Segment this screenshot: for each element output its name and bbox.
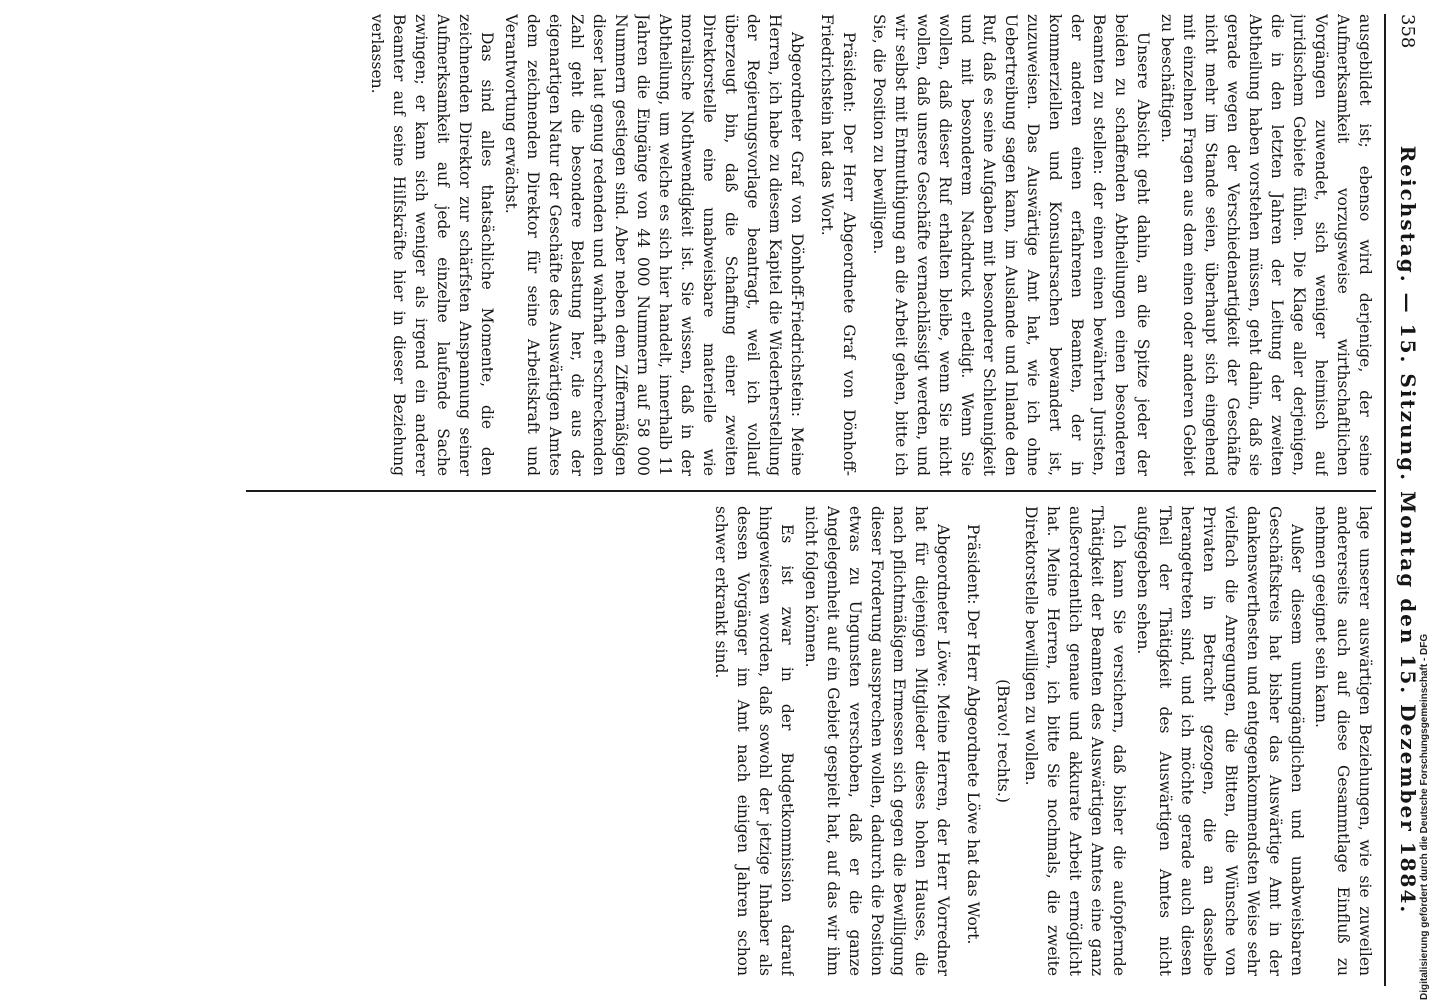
right-paragraph-1: lage unserer auswärtigen Beziehungen, wie sie zuweilen andererseits auch auf diese Gesammtlage Einfluß zu nehmen geeignet sein kann. bbox=[1312, 506, 1374, 976]
column-divider bbox=[246, 490, 1376, 492]
page-number: 358 bbox=[1397, 14, 1418, 49]
header-rule bbox=[1384, 14, 1386, 986]
running-title: Reichstag. — 15. Sitzung. Montag den 15. Dezember 1884. bbox=[1396, 145, 1420, 915]
right-paragraph-7: Es ist zwar in der Budgetkommission darauf hingewiesen worden, daß sowohl der jetzige Inhaber als dessen Vorgänger im Amt nach einigen Jahren schon schwer erkrankt sind. bbox=[712, 506, 796, 976]
right-paragraph-3: Ich kann Sie versichern, daß bisher die aufopfernde Thätigkeit der Beamten des Auswärtigen Amtes eine ganz außerordentlich genaue und akkurate Arbeit ermöglicht hat. Meine Herren, ich bitte Sie nochmals, die zweite Direktorstelle bewilligen zu wollen. bbox=[1022, 506, 1128, 976]
left-paragraph-5: Das sind alles thatsächliche Momente, die den zeichnenden Direktor zur schärfsten Anspannung seiner Aufmerksamkeit auf jede einzelne laufende Sache zwingen; er kann sich weniger als irgend ein anderer Beamter auf seine Hilfskräfte hier in dieser Beziehung verlassen. bbox=[368, 14, 496, 476]
left-paragraph-2: Unsere Absicht geht dahin, an die Spitze jeder der beiden zu schaffenden Abtheilungen einen besonderen Beamten zu stellen: der einen einen bewährten Juristen, der anderen einen erfahrenen Beamten, der in kommerziellen und Konsularsachen bewandert ist, zuzuweisen. Das Auswärtige Amt hat, wie ich ohne Uebertreibung sagen kann, im Auslande und Inlande den Ruf, daß es seine Aufgaben mit besonderer Schleunigkeit und mit besonderem Nachdruck erledigt. Wenn Sie wollen, daß dieser Ruf erhalten bleibe, wenn Sie nicht wollen, daß unsere Geschäfte vernachlässigt werden, und wir selbst mit Entmuthigung an die Arbeit gehen, bitte ich Sie, die Position zu bewilligen. bbox=[870, 14, 1152, 476]
right-paragraph-5: Präsident: Der Herr Abgeordnete Löwe hat das Wort. bbox=[964, 524, 982, 945]
column-right bbox=[16, 506, 1376, 976]
left-paragraph-3: Präsident: Der Herr Abgeordnete Graf von Dönhoff-Friedrichstein hat das Wort. bbox=[818, 14, 858, 476]
side-note-text: Digitalisierung gefördert durch die Deutsche Forschungsgemeinschaft - DFG bbox=[1419, 633, 1430, 1000]
right-paragraph-6: Abgeordneter Löwe: Meine Herren, der Herr Vorredner hat für diejenigen Mitglieder dieses hohen Hauses, die nach pflichtmäßigem Ermessen sich gegen die Bewilligung dieser Forderung aussprechen wollen, dadurch die Position etwas zu Ungunsten verschoben, daß er die ganze Angelegenheit auf ein Gebiet gespielt hat, auf das wir ihm nicht folgen können. bbox=[802, 506, 952, 976]
right-paragraph-2: Außer diesem unumgänglichen und unabweisbaren Geschäftskreis hat bisher das Auswärtige Amt in der dankenswerthesten und entgegenkommendsten Weise sehr vielfach die Anregungen, die Bitten, die Wünsche von Privaten in Betracht gezogen, die an dasselbe herangetreten sind, und ich möchte gerade auch diesen Theil der Thätigkeit des Auswärtigen Amtes nicht aufgegeben sehen. bbox=[1134, 506, 1306, 976]
left-paragraph-4: Abgeordneter Graf von Dönhoff-Friedrichstein: Meine Herren, ich habe zu diesem Kapitel die Wiederherstellung der Regierungsvorlage beantragt, weil ich vollauf überzeugt bin, daß die Schaffung einer zweiten Direktorstelle eine unabweisbare materielle wie moralische Nothwendigkeit ist. Sie wissen, daß in der Abtheilung, um welche es sich hier handelt, innerhalb 11 Jahren die Eingänge von 44 000 Nummern auf 58 000 Nummern gestiegen sind. Aber neben dem Ziffermäßigen dieser laut genug redenden und wahrhaft erschreckenden Zahl geht die besondere Belastung her, die aus der eigenartigen Natur der Geschäfte des Auswärtigen Amtes dem zeichnenden Direktor für seine Arbeitskraft und Verantwortung erwächst. bbox=[502, 14, 806, 476]
left-paragraph-1: ausgebildet ist; ebenso wird derjenige, der seine Aufmerksamkeit vorzugsweise wirthschaftlichen Vorgängen zuwendet, sich weniger heimisch auf juridischem Gebiete fühlen. Die Klage aller derjenigen, die in den letzten Jahren der Leitung der zweiten Abtheilung haben vorstehen müssen, geht dahin, daß sie gerade wegen der Verschiedenartigkeit der Geschäfte nicht mehr im Stande seien, überhaupt sich eingehend mit einzelnen Fragen aus dem einen oder anderen Gebiet zu beschäftigen. bbox=[1158, 14, 1374, 476]
side-note bbox=[1418, 0, 1432, 1000]
column-left bbox=[16, 14, 1376, 476]
right-paragraph-4: (Bravo! rechts.) bbox=[994, 679, 1012, 803]
